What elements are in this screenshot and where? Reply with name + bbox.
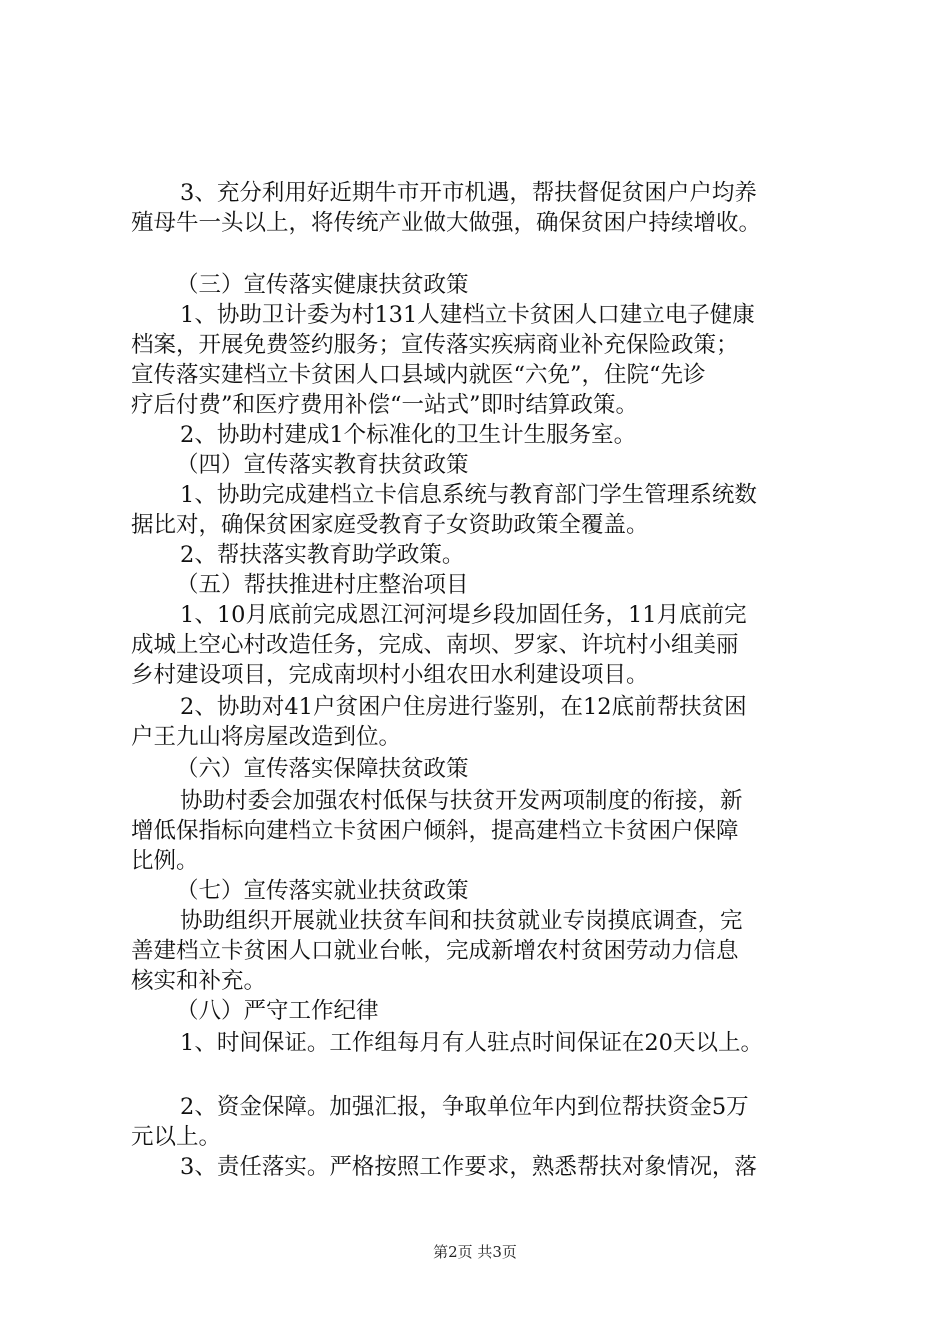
paragraph-line: 2、帮扶落实教育助学政策。 [180,542,465,568]
section-heading: （七）宣传落实就业扶贫政策 [176,878,469,904]
paragraph-line: 元以上。 [131,1124,222,1150]
paragraph-line: 善建档立卡贫困人口就业台帐，完成新增农村贫困劳动力信息 [131,938,739,964]
paragraph-line: 协助组织开展就业扶贫车间和扶贫就业专岗摸底调查，完 [180,908,743,934]
paragraph-line: 2、协助村建成1个标准化的卫生计生服务室。 [180,422,637,448]
paragraph-line: 3、责任落实。严格按照工作要求，熟悉帮扶对象情况，落 [180,1154,757,1180]
paragraph-line: 增低保指标向建档立卡贫困户倾斜，提高建档立卡贫困户保障 [131,818,739,844]
section-heading: （四）宣传落实教育扶贫政策 [176,452,469,478]
paragraph-line: 1、协助卫计委为村131人建档立卡贫困人口建立电子健康 [180,302,755,328]
section-heading: （五）帮扶推进村庄整治项目 [176,572,469,598]
paragraph-line: 1、协助完成建档立卡信息系统与教育部门学生管理系统数 [180,482,757,508]
paragraph-line: 比例。 [131,848,199,874]
paragraph-line: 2、协助对41户贫困户住房进行鉴别，在12底前帮扶贫困 [180,694,747,720]
paragraph-line: 成城上空心村改造任务，完成、南坝、罗家、许坑村小组美丽 [131,632,739,658]
paragraph-line: 3、充分利用好近期牛市开市机遇，帮扶督促贫困户户均养 [180,180,757,206]
paragraph-line: 户王九山将房屋改造到位。 [131,724,402,750]
paragraph-line: 核实和补充。 [131,968,267,994]
paragraph-line: 1、10月底前完成恩江河河堤乡段加固任务，11月底前完 [180,602,747,628]
page-number-footer: 第2页 共3页 [433,1243,517,1261]
paragraph-line: 1、时间保证。工作组每月有人驻点时间保证在20天以上。 [180,1030,763,1056]
paragraph-line: 疗后付费”和医疗费用补偿“一站式”即时结算政策。 [131,392,639,418]
paragraph-line: 2、资金保障。加强汇报，争取单位年内到位帮扶资金5万 [180,1094,749,1120]
paragraph-line: 宣传落实建档立卡贫困人口县域内就医“六免”，住院“先诊 [131,362,706,388]
section-heading: （八）严守工作纪律 [176,998,379,1024]
section-heading: （三）宣传落实健康扶贫政策 [176,272,469,298]
paragraph-line: 据比对，确保贫困家庭受教育子女资助政策全覆盖。 [131,512,649,538]
paragraph-line: 乡村建设项目，完成南坝村小组农田水利建设项目。 [131,662,649,688]
paragraph-line: 协助村委会加强农村低保与扶贫开发两项制度的衔接，新 [180,788,743,814]
paragraph-line: 档案，开展免费签约服务；宣传落实疾病商业补充保险政策； [131,332,739,358]
section-heading: （六）宣传落实保障扶贫政策 [176,756,469,782]
paragraph-line: 殖母牛一头以上，将传统产业做大做强，确保贫困户持续增收。 [131,210,762,236]
